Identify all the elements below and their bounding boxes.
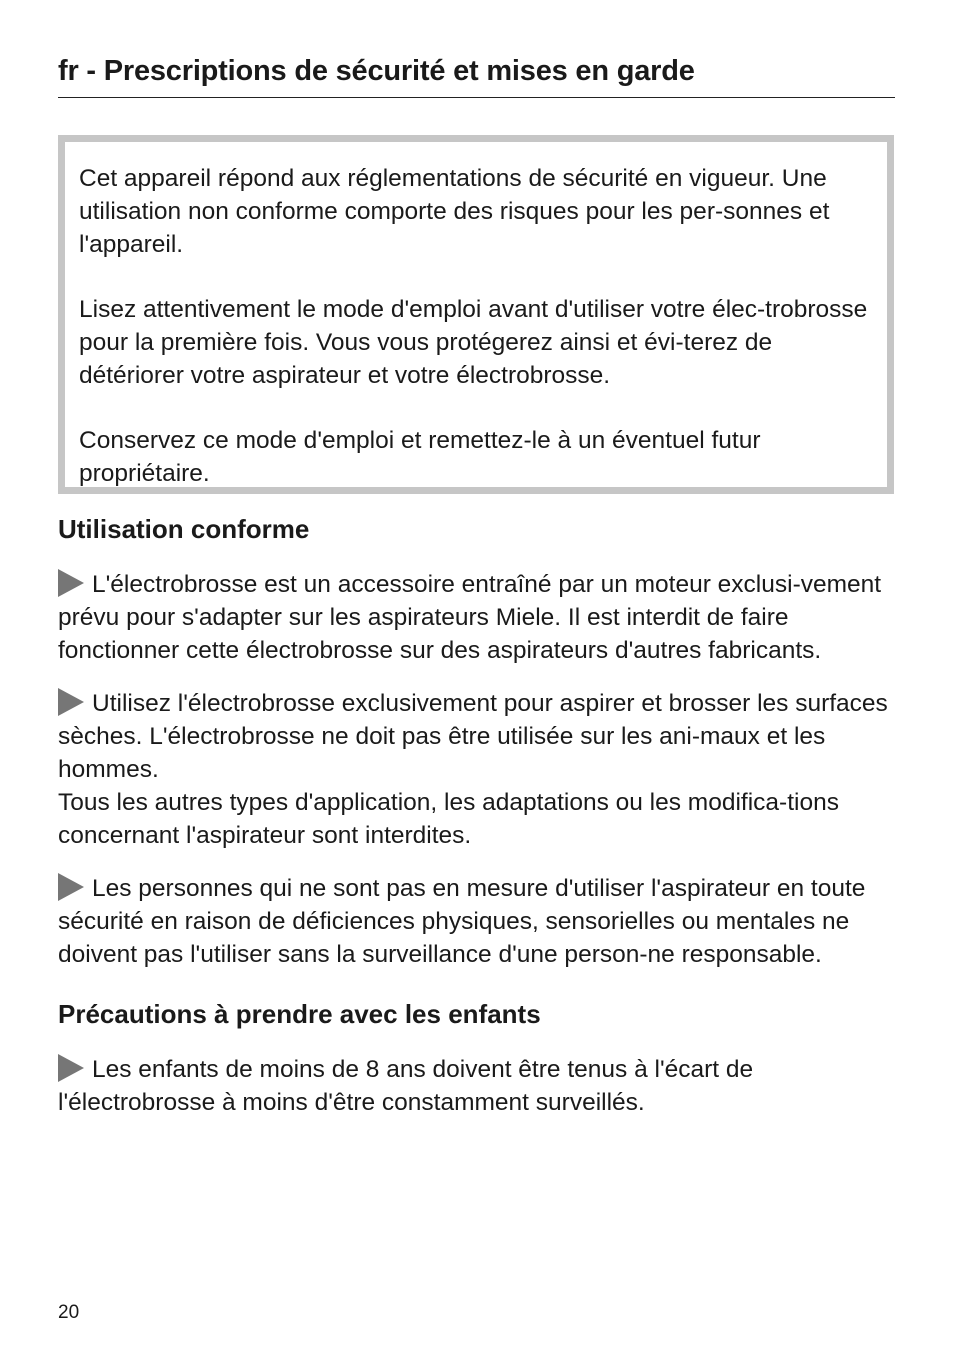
warning-triangle-bullet-icon bbox=[58, 688, 84, 716]
notice-paragraph-2: Lisez attentivement le mode d'emploi avant d'utiliser votre élec-trobrosse pour la première fois. Vous vous protégerez ainsi et évi-terez de détériorer votre aspirateur et votre électrobrosse. bbox=[79, 296, 868, 389]
page-number: 20 bbox=[58, 1302, 80, 1323]
safety-item-text: Les enfants de moins de 8 ans doivent être tenus à l'écart de l'électrobrosse à moins d'être constamment surveillés. bbox=[58, 1056, 754, 1116]
safety-item-text: Les personnes qui ne sont pas en mesure d'utiliser l'aspirateur en toute sécurité en raison de déficiences physiques, sensorielles ou mentales ne doivent pas l'utiliser sans la surveillance d'une person-ne responsable. bbox=[58, 875, 866, 968]
notice-paragraph-1: Cet appareil répond aux réglementations de sécurité en vigueur. Une utilisation non conforme comporte des risques pour les per-sonnes et l'appareil. bbox=[79, 165, 830, 258]
safety-item-continuation: Tous les autres types d'application, les adaptations ou les modifica-tions concernant l'aspirateur sont interdites. bbox=[58, 789, 839, 849]
notice-paragraph-3: Conservez ce mode d'emploi et remettez-le à un éventuel futur propriétaire. bbox=[79, 427, 761, 487]
main-content bbox=[58, 510, 898, 1119]
safety-item bbox=[58, 568, 898, 667]
safety-notice-text bbox=[79, 162, 879, 490]
page-title: fr - Prescriptions de sécurité et mises en garde bbox=[58, 55, 695, 87]
safety-item-text: L'électrobrosse est un accessoire entraîné par un moteur exclusi-vement prévu pour s'adapter sur les aspirateurs Miele. Il est interdit de faire fonctionner cette électrobrosse sur des aspirateurs d'autres fabricants. bbox=[58, 571, 882, 664]
section-heading-utilisation-conforme: Utilisation conforme bbox=[58, 514, 310, 544]
section-heading-precautions-enfants: Précautions à prendre avec les enfants bbox=[58, 999, 541, 1029]
safety-notice-box bbox=[58, 135, 894, 494]
title-divider bbox=[58, 97, 895, 98]
safety-item-text: Utilisez l'électrobrosse exclusivement pour aspirer et brosser les surfaces sèches. L'électrobrosse ne doit pas être utilisée sur les ani-maux et les hommes. bbox=[58, 690, 888, 783]
safety-item bbox=[58, 872, 898, 971]
warning-triangle-bullet-icon bbox=[58, 569, 84, 597]
safety-item bbox=[58, 687, 898, 786]
safety-item bbox=[58, 1053, 898, 1119]
warning-triangle-bullet-icon bbox=[58, 1054, 84, 1082]
warning-triangle-bullet-icon bbox=[58, 873, 84, 901]
